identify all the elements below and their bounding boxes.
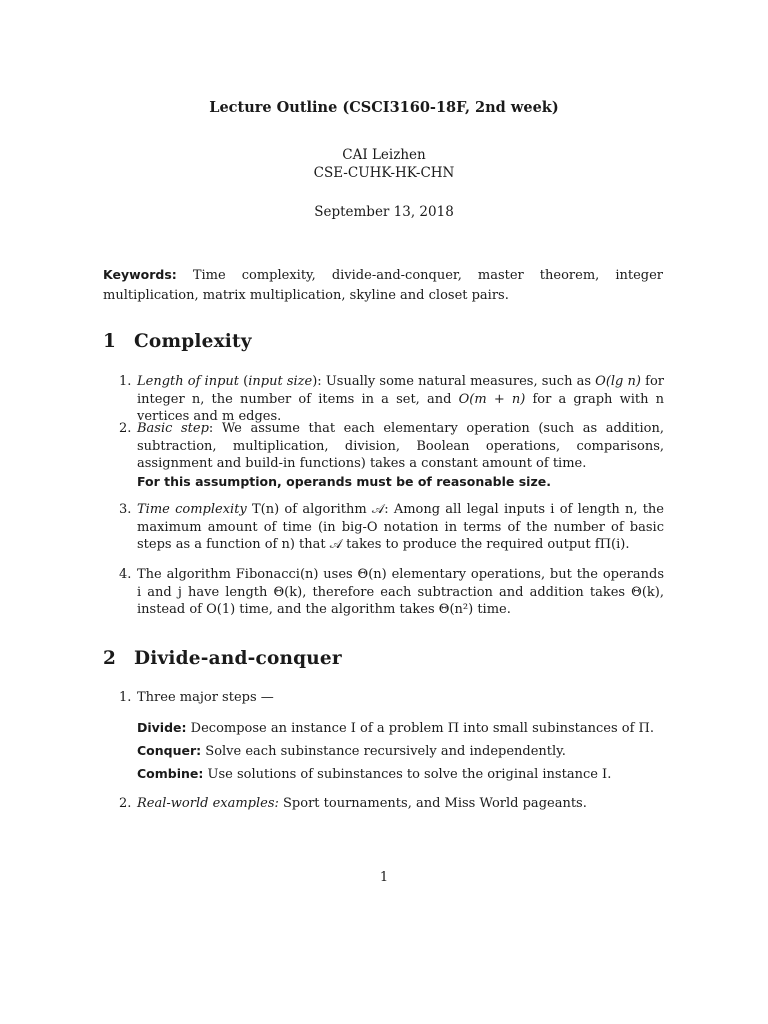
list-item [119, 566, 664, 619]
definition-term: Combine: [137, 766, 204, 781]
list-item [119, 795, 664, 813]
item-text: The algorithm Fibonacci(n) uses Θ(n) elementary operations, but the operands i and j have length Θ(k), therefore each subtraction and addition takes Θ(k), instead of O(1) time, and the algorithm takes Θ(n²) time. [137, 567, 664, 617]
item-text: T(n) of algorithm 𝒜: Among all legal inputs i of length n, the maximum amount of time (in big-O notation in terms of the number of basic steps as a function of n) that 𝒜 takes to produce the required output fΠ(i). [137, 502, 664, 552]
item-text: : We assume that each elementary operation (such as addition, subtraction, multiplication, division, Boolean operations, comparisons, assignment and build-in functions) takes a constant amount of time. [137, 421, 664, 471]
definition-text: Use solutions of subinstances to solve the original instance I. [207, 767, 612, 782]
definition-combine [137, 766, 657, 782]
list-item [119, 689, 664, 707]
page-number: 1 [379, 870, 389, 885]
list-number: 2. [119, 421, 132, 436]
keywords-paragraph [103, 265, 663, 306]
definition-conquer [137, 743, 657, 759]
list-item [119, 420, 664, 491]
section-heading-divide-and-conquer [103, 648, 342, 669]
term-italic: Length of input [137, 374, 240, 389]
definition-text: Decompose an instance I of a problem Π into small subinstances of Π. [190, 721, 655, 736]
math-expression: O(m + n) [458, 391, 526, 407]
section-title: Divide-and-conquer [134, 648, 342, 669]
list-number: 4. [119, 567, 132, 582]
section-number: 1 [103, 331, 117, 352]
list-number: 1. [119, 374, 132, 389]
definition-term: Divide: [137, 720, 187, 735]
keywords-text: Time complexity, divide-and-conquer, master theorem, integer multiplication, matrix multiplication, skyline and closet pairs. [103, 268, 663, 303]
item-text: ): Usually some natural measures, such as [312, 374, 596, 389]
term-italic: Time complexity [137, 502, 247, 517]
section-heading-complexity [103, 331, 252, 352]
author-affiliation: CSE-CUHK-HK-CHN [313, 165, 455, 181]
term-italic: Real-world examples: [137, 796, 279, 811]
item-text: Three major steps — [137, 690, 274, 705]
list-item [119, 501, 664, 554]
item-text: for a graph with n vertices and m edges. [137, 391, 664, 424]
term-italic: Basic step [137, 421, 209, 436]
document-date: September 13, 2018 [314, 204, 454, 220]
definition-term: Conquer: [137, 743, 202, 758]
definition-text: Solve each subinstance recursively and independently. [205, 744, 566, 759]
item-text: Sport tournaments, and Miss World pageants. [278, 796, 587, 811]
item-text: for integer n, the number of items in a set, and [137, 374, 664, 407]
author-name: CAI Leizhen [342, 147, 426, 163]
section-number: 2 [103, 648, 117, 669]
emphasis-text: For this assumption, operands must be of reasonable size. [137, 473, 551, 489]
list-item: 1. Length of input (input size): Usually some natural measures, such as O(lg n) for integer n, the number of items in a set, and O(m + n) for a graph with n vertices and m edges. [119, 374, 664, 424]
document-title: Lecture Outline (CSCI3160-18F, 2nd week) [209, 99, 559, 116]
list-number: 2. [119, 796, 132, 811]
section-title: Complexity [134, 331, 252, 352]
list-number: 3. [119, 502, 132, 517]
math-expression: O(lg n) [595, 374, 641, 389]
keywords-label: Keywords: [103, 267, 177, 282]
definition-divide [137, 720, 657, 736]
list-number: 1. [119, 690, 132, 705]
term-italic: input size [248, 374, 313, 389]
